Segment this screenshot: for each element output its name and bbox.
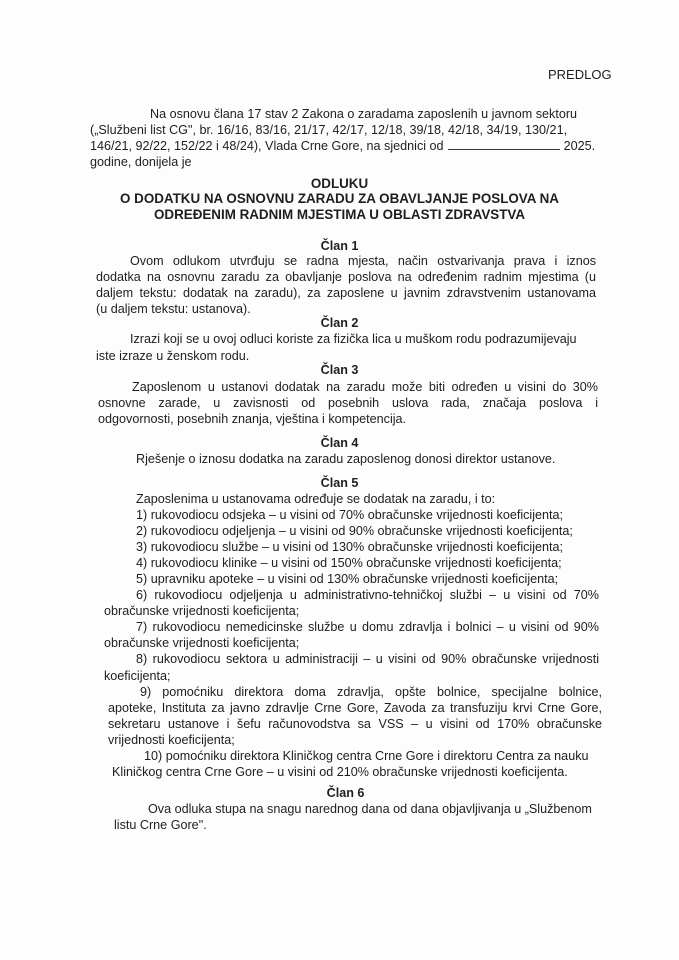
article-line: (u daljem tekstu: ustanova). <box>96 302 251 316</box>
article-line: Zaposlenom u ustanovi dodatak na zaradu može biti određen u visini do 30% <box>132 380 598 394</box>
article-line: dodatka na osnovnu zaradu za obavljanje poslova na određenim radnim mjestima (u <box>96 270 596 284</box>
article-heading: Član 5 <box>320 476 359 490</box>
list-item-continuation: vrijednosti koeficijenta; <box>108 733 235 747</box>
title-line: ODLUKU <box>310 176 369 191</box>
preamble-line: godine, donijela je <box>90 155 192 169</box>
article-heading: Član 1 <box>320 239 359 253</box>
article-line: listu Crne Gore". <box>114 818 207 832</box>
article-line: Zaposlenima u ustanovama određuje se dodatak na zaradu, i to: <box>136 492 496 506</box>
list-item: 6) rukovodiocu odjeljenja u administrativno-tehničkoj službi – u visini od 70% <box>136 588 599 602</box>
list-item: 10) pomoćniku direktora Kliničkog centra Crne Gore i direktoru Centra za nauku <box>144 749 589 763</box>
preamble-line-text: 146/21, 92/22, 152/22 i 48/24), Vlada Crne Gore, na sjednici od <box>90 139 444 153</box>
preamble-line: Na osnovu člana 17 stav 2 Zakona o zaradama zaposlenih u javnom sektoru <box>150 107 578 121</box>
article-line: daljem tekstu: dodatak na zaradu), za zaposlene u javnim zdravstvenim ustanovama <box>96 286 596 300</box>
list-item-continuation: sekretaru ustanove i šefu računovodstva sa VSS – u visini od 170% obračunske <box>108 717 602 731</box>
preamble-line <box>90 139 595 154</box>
article-line: Izrazi koji se u ovoj odluci koriste za fizička lica u muškom rodu podrazumijevaju <box>130 332 577 346</box>
list-item-continuation: apoteke, Instituta za javno zdravlje Crne Gore, Zavoda za transfuziju krvi Crne Gore, <box>108 701 602 715</box>
list-item-continuation: obračunske vrijednosti koeficijenta; <box>104 604 300 618</box>
list-item: 4) rukovodiocu klinike – u visini od 150% obračunske vrijednosti koeficijenta; <box>136 556 562 570</box>
article-heading: Član 6 <box>326 786 365 800</box>
list-item-continuation: obračunske vrijednosti koeficijenta; <box>104 636 300 650</box>
article-line: odgovornosti, posebnih znanja, vještina i kompetencija. <box>98 412 407 426</box>
list-item-continuation: Kliničkog centra Crne Gore – u visini od 210% obračunske vrijednosti koeficijenta. <box>112 765 568 779</box>
article-line: Rješenje o iznosu dodatka na zaradu zaposlenog donosi direktor ustanove. <box>136 452 556 466</box>
article-heading: Član 3 <box>320 363 359 377</box>
article-line: Ovom odlukom utvrđuju se radna mjesta, način ostvarivanja prava i iznos <box>130 254 596 268</box>
list-item: 8) rukovodiocu sektora u administraciji – u visini od 90% obračunske vrijednosti <box>136 652 599 666</box>
article-heading: Član 4 <box>320 436 359 450</box>
article-line: osnovne zarade, u zavisnosti od posebnih uslova rada, značaja poslova i <box>98 396 598 410</box>
date-blank-line <box>448 139 560 150</box>
list-item: 3) rukovodiocu službe – u visini od 130% obračunske vrijednosti koeficijenta; <box>136 540 564 554</box>
list-item-continuation: koeficijenta; <box>104 669 171 683</box>
preamble-year: 2025. <box>563 139 596 153</box>
preamble-line: („Službeni list CG", br. 16/16, 83/16, 21/17, 42/17, 12/18, 39/18, 42/18, 34/19, 130/21, <box>90 123 568 137</box>
proposal-label: PREDLOG <box>548 67 612 82</box>
list-item: 1) rukovodiocu odsjeka – u visini od 70% obračunske vrijednosti koeficijenta; <box>136 508 564 522</box>
article-line: Ova odluka stupa na snagu narednog dana od dana objavljivanja u „Službenom <box>148 802 592 816</box>
article-heading: Član 2 <box>320 316 359 330</box>
list-item: 5) upravniku apoteke – u visini od 130% obračunske vrijednosti koeficijenta; <box>136 572 559 586</box>
article-line: iste izraze u ženskom rodu. <box>96 349 250 363</box>
list-item: 9) pomoćniku direktora doma zdravlja, opšte bolnice, specijalne bolnice, <box>140 685 602 699</box>
title-line: ODREĐENIM RADNIM MJESTIMA U OBLASTI ZDRAVSTVA <box>154 207 525 222</box>
list-item: 7) rukovodiocu nemedicinske službe u domu zdravlja i bolnici – u visini od 90% <box>136 620 599 634</box>
title-line: O DODATKU NA OSNOVNU ZARADU ZA OBAVLJANJE POSLOVA NA <box>120 191 559 206</box>
list-item: 2) rukovodiocu odjeljenja – u visini od 90% obračunske vrijednosti koeficijenta; <box>136 524 573 538</box>
